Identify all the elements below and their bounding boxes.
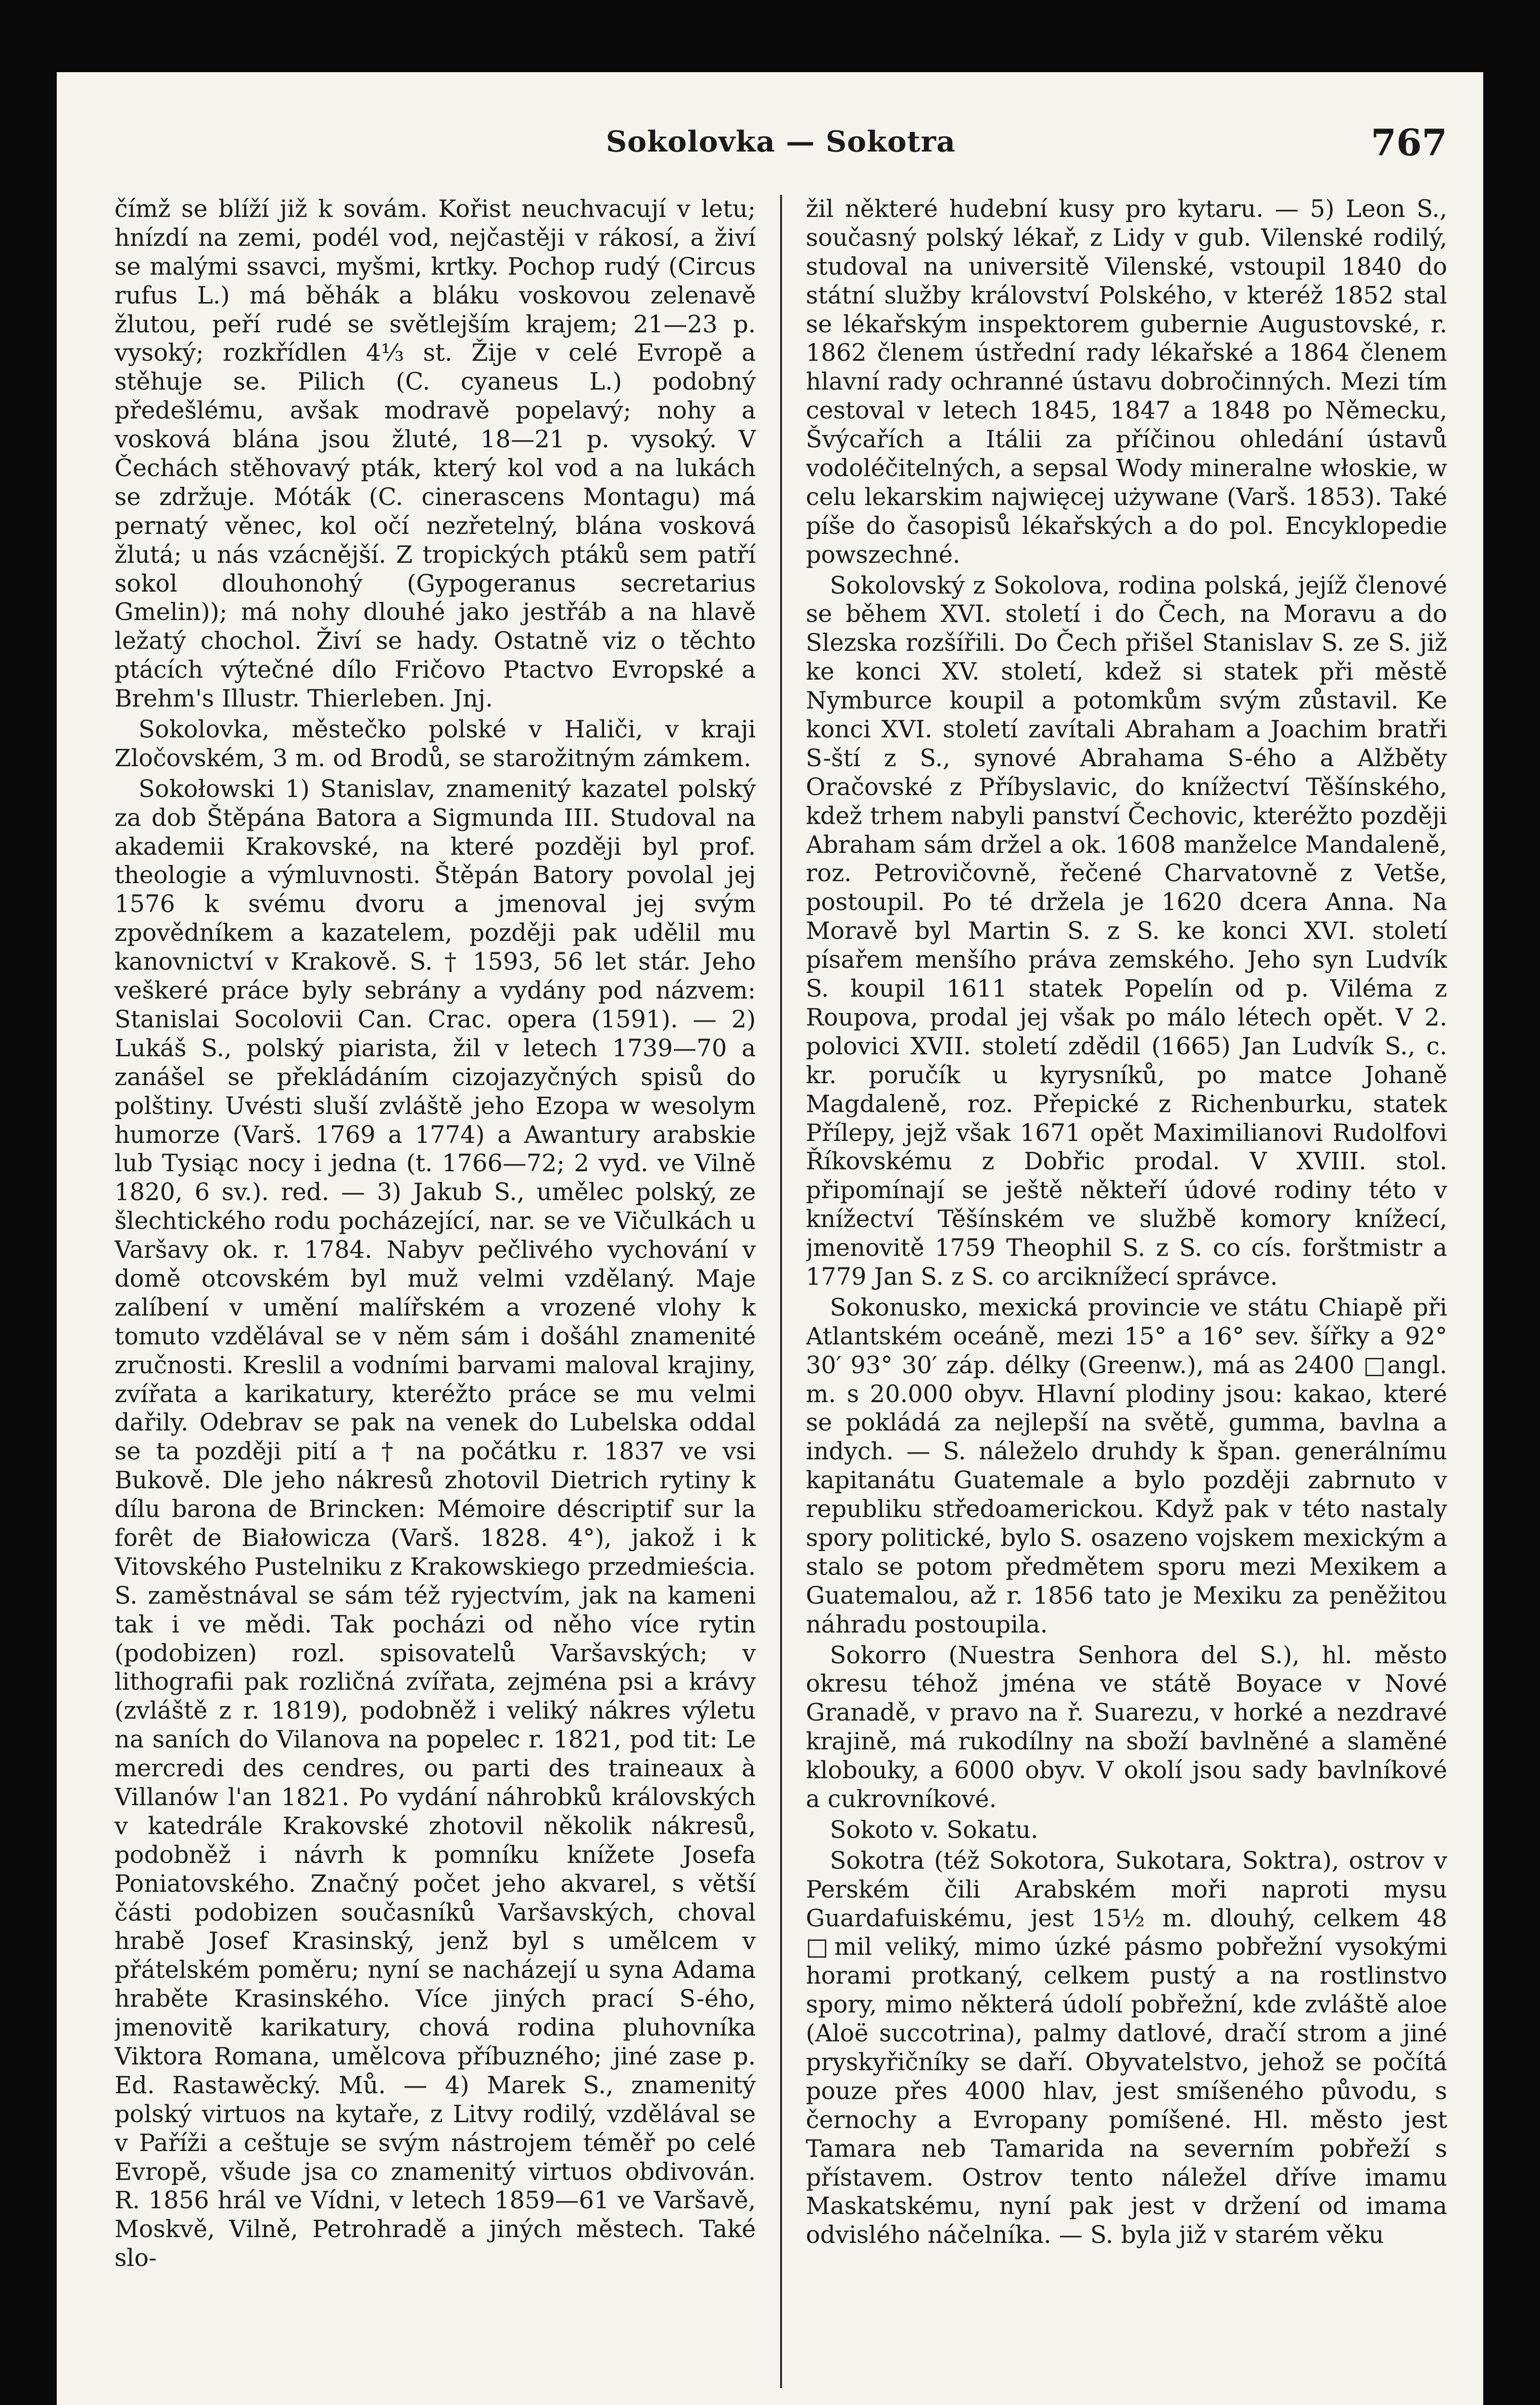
book-page [57,72,1483,2405]
entry-sokorro: Sokorro (Nuestra Senhora del S.), hl. město okresu téhož jména ve státě Boyace v Nové Granadě, v pravo na ř. Suarezu, v horké a nezdravé krajině, má rukodílny na sboží bavlněné a slaměné klobouky, a 6000 obyv. V okolí jsou sady bavlníkové a cukrovníkové. [806,1641,1447,1813]
entry-sokoto: Sokoto v. Sokatu. [830,1815,1038,1844]
right-column [806,195,1448,2388]
entry-sokolovsky: Sokolovský z Sokolova, rodina polská, jejíž členové se během XVI. století i do Čech, na Moravu a do Slezska rozšířili. Do Čech přišel Stanislav S. ze S. již ke konci XV. století, kdež si statek při městě Nymburce koupil a potomkům svým zůstavil. Ke konci XVI. století zavítali Abraham a Joachim bratři S-ští z S., synové Abrahama S-ého a Alžběty Oračovské z Příbyslavic, do knížectví Těšínského, kdež trhem nabyli panství Čechovic, kteréžto později Abraham sám držel a ok. 1608 manželce Mandaleně, roz. Petrovičovně, řečené Charvatovně z Vetše, postoupil. Po té držela je 1620 dcera Anna. Na Moravě byl Martin S. z S. ke konci XVI. století písařem menšího práva zemského. Jeho syn Ludvík S. koupil 1611 statek Popelín od p. Viléma z Roupova, prodal jej však po málo létech opět. V 2. polovici XVII. století zdědil (1665) Jan Ludvík S., c. kr. poručík u kyrysníků, po matce Johaně Magdaleně, roz. Přepické z Richenburku, statek Přílepy, jejž však 1671 opět Maximilianovi Rudolfovi Říkovskému z Dobřic prodal. V XVIII. stol. připomínají se ještě někteří údové rodiny této v knížectví Těšínském ve službě komory knížecí, jmenovitě 1759 Theophil S. z S. co cís. forštmistr a 1779 Jan S. z S. co arciknížecí správce. [806,571,1447,1291]
text-columns [114,195,1447,2388]
page-number: 767 [1371,121,1447,164]
entry-sokolovka: Sokolovka, městečko polské v Haliči, v kraji Zločovském, 3 m. od Brodů, se starožitným zámkem. [114,715,756,772]
paragraph: žil některé hudební kusy pro kytaru. — 5) Leon S., současný polský lékař, z Lidy v gub. Vilenské rodilý, studoval na universitě Vilenské, vstoupil 1840 do státní služby království Polského, v kteréž 1852 stal se lékařským inspektorem gubernie Augustovské, r. 1862 členem ústřední rady lékařské a 1864 členem hlavní rady ochranné ústavu dobročinných. Mezi tím cestoval v letech 1845, 1847 a 1848 po Německu, Švýcařích a Itálii za příčinou ohledání ústavů vodoléčitelných, a sepsal Wody mineralne włoskie, w celu lekarskim najwięcej używane (Varš. 1853). Také píše do časopisů lékařských a do pol. Encyklopedie powszechné. [806,195,1447,569]
entry-sokolowski: Sokołowski 1) Stanislav, znamenitý kazatel polský za dob Štěpána Batora a Sigmunda III. Studoval na akademii Krakovské, na které později byl prof. theologie a výmluvnosti. Štěpán Batory povolal jej 1576 k svému dvoru a jmenoval jej svým zpovědníkem a kazatelem, později pak udělil mu kanovnictví v Krakově. S. † 1593, 56 let stár. Jeho veškeré práce byly sebrány a vydány pod názvem: Stanislai Socolovii Can. Crac. opera (1591). — 2) Lukáš S., polský piarista, žil v letech 1739—70 a zanášel se překládáním cizojazyčných spisů do polštiny. Uvésti sluší zvláště jeho Ezopa w wesolym humorze (Varš. 1769 a 1774) a Awantury arabskie lub Tysiąc nocy i jedna (t. 1766—72; 2 vyd. ve Vilně 1820, 6 sv.). red. — 3) Jakub S., umělec polský, ze šlechtického rodu pocházející, nar. se ve Vičulkách u Varšavy ok. r. 1784. Nabyv pečlivého vychování v domě otcovském byl muž velmi vzdělaný. Maje zalíbení v umění malířském a vrozené vlohy k tomuto vzdělával se v něm sám i došáhl znamenité zručnosti. Kreslil a vodními barvami maloval krajiny, zvířata a karikatury, kteréžto práce se mu velmi dařily. Odebrav se pak na venek do Lubelska oddal se ta později pití a † na počátku r. 1837 ve vsi Bukově. Dle jeho nákresů zhotovil Dietrich rytiny k dílu barona de Brincken: Mémoire déscriptif sur la forêt de Białowicza (Varš. 1828. 4°), jakož i k Vitovského Pustelniku z Krakowskiego przedmieścia. S. zaměstnával se sám též ryjectvím, jak na kameni tak i ve mědi. Tak pocházi od něho více rytin (podobizen) rozl. spisovatelů Varšavských; v lithografii pak rozličná zvířata, zejména psi a krávy (zvláště z r. 1819), podobněž i veliký nákres výletu na saních do Vilanova na popelec r. 1821, pod tit: Le mercredi des cendres, ou parti des traineaux à Villanów l'an 1821. Po vydání náhrobků královských v katedrále Krakovské zhotovil několik nákresů, podobněž i návrh k pomníku knížete Josefa Poniatovského. Značný počet jeho akvarel, s větší části podobizen současníků Varšavských, choval hrabě Josef Krasinský, jenž byl s umělcem v přátelském poměru; nyní se nacházejí u syna Adama hraběte Krasinského. Více jiných prací S-ého, jmenovitě karikatury, chová rodina pluhovníka Viktora Romana, umělcova příbuzného; jiné zase p. Ed. Rastawěcký. Mů. — 4) Marek S., znamenitý polský virtuos na kytaře, z Litvy rodilý, vzdělával se v Paříži a ceštuje se svým nástrojem téměř po celé Evropě, všude jsa co znamenitý virtuos obdivován. R. 1856 hrál ve Vídni, v letech 1859—61 ve Varšavě, Moskvě, Vilně, Petrohradě a jiných městech. Také slo- [114,774,756,2272]
running-title: Sokolovka — Sokotra [606,125,956,159]
left-column [114,195,756,2388]
page-header [114,121,1447,173]
paragraph: čímž se blíží již k sovám. Kořist neuchvacují v letu; hnízdí na zemi, podél vod, nejčastěji v rákosí, a živí se malými ssavci, myšmi, krtky. Pochop rudý (Circus rufus L.) má běhák a bláku voskovou zelenavě žlutou, peří rudé se světlejším krajem; 21—23 p. vysoký; rozkřídlen 4⅓ st. Žije v celé Evropě a stěhuje se. Pilich (C. cyaneus L.) podobný předešlému, avšak modravě popelavý; nohy a vosková blána jsou žluté, 18—21 p. vysoký. V Čechách stěhovavý pták, který kol vod a na lukách se zdržuje. Móták (C. cinerascens Montagu) má pernatý věnec, kol očí nezřetelný, blána vosková žlutá; u nás vzácnější. Z tropických ptáků sem patří sokol dlouhonohý (Gypogeranus secretarius Gmelin)); má nohy dlouhé jako jestřáb a na hlavě ležatý chochol. Živí se hady. Ostatně viz o těchto ptácích výtečné dílo Fričovo Ptactvo Evropské a Brehm's Illustr. Thierleben. Jnj. [114,195,756,713]
entry-sokotra: Sokotra (též Sokotora, Sukotara, Soktra), ostrov v Perském čili Arabském moři naproti mysu Guardafuiskému, jest 15½ m. dlouhý, celkem 48 □mil veliký, mimo úzké pásmo pobřežní vysokými horami protkaný, celkem pustý a na rostlinstvo spory, mimo některá údolí pobřežní, kde zvláště aloe (Aloë succotrina), palmy datlové, dračí strom a jiné pryskyřičníky se daří. Obyvatelstvo, jehož se počítá pouze přes 4000 hlav, jest smíšeného původu, s černochy a Evropany pomíšené. Hl. město jest Tamara neb Tamarida na severním pobřeží s přístavem. Ostrov tento náležel dříve imamu Maskatskému, nyní pak jest v držení od imama odvislého náčelníka. — S. byla již v starém věku [806,1846,1447,2249]
column-divider [780,195,782,2388]
entry-sokonusko: Sokonusko, mexická provincie ve státu Chiapě při Atlantském oceáně, mezi 15° a 16° sev. šířky a 92° 30′ 93° 30′ záp. délky (Greenw.), má as 2400 □angl. m. s 20.000 obyv. Hlavní plodiny jsou: kakao, které se pokládá za nejlepší na světě, gumma, bavlna a indych. — S. náleželo druhdy k špan. generálnímu kapitanátu Guatemale a bylo později zabrnuto v republiku středoamerickou. Když pak v této nastaly spory politické, bylo S. osazeno vojskem mexickým a stalo se potom předmětem sporu mezi Mexikem a Guatemalou, až r. 1856 tato je Mexiku za peněžitou náhradu postoupila. [806,1293,1447,1638]
